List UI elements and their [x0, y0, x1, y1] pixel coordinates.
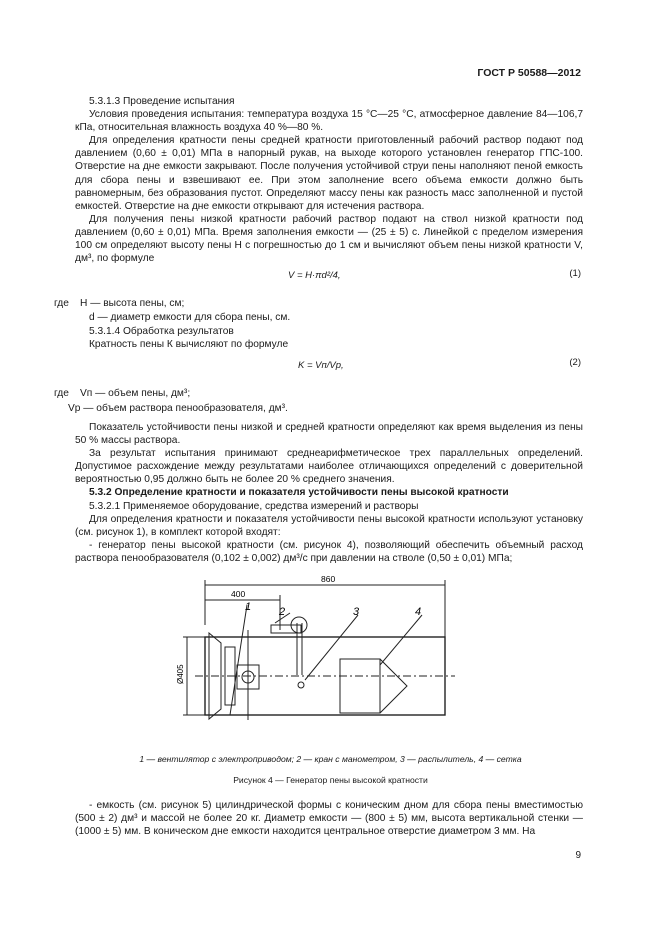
paragraph: Показатель устойчивости пены низкой и средней кратности определяют как время выделения из пены 50 % массы раствора.: [75, 422, 583, 447]
mesh-frame: [340, 659, 380, 713]
section-heading: 5.3.1.3 Проведение испытания: [89, 96, 235, 107]
where-label: где: [54, 298, 69, 309]
callout-4: 4: [415, 606, 422, 618]
callout-2: 2: [279, 606, 286, 618]
dimension-diameter: Ø405: [176, 664, 185, 684]
legend-vp: Vп — объем пены, дм³;: [80, 388, 191, 399]
paragraph: Для определения кратности пены средней кратности приготовленный рабочий раствор подают под давлением (0,60 ± 0,01) МПа в напорный рукав, на выходе которого установлен генератор ГПС-100. Отверстие на дне емкости закрывают. После получения устойчивой струи пены наполняют пеной емкость для сбора пены и взвешивают ее. При этом заполнение всего объема емкости должно быть равномерным, без образования пустот. Определяют массу пены как разность масс заполненной и пустой емкостей. Отверстие на дне емкости открывают для истечения раствора.: [75, 135, 583, 212]
formula-1-number: (1): [569, 268, 581, 279]
paragraph: - емкость (см. рисунок 5) цилиндрической формы с коническим дном для сбора пены вместимостью (500 ± 2) дм³ и массой не более 20 кг. Диаметр емкости — (800 ± 5) мм, высота вертикальной стенки — (1000 ± 5) мм. В коническом дне емкости находится центральное отверстие диаметром 3 мм. На: [75, 800, 583, 838]
sprayer: [298, 682, 304, 688]
formula-2-number: (2): [569, 357, 581, 368]
callout-3: 3: [353, 606, 360, 618]
section-5313: [75, 95, 583, 265]
figure-legend: 1 — вентилятор с электроприводом; 2 — кран с манометром, 3 — распылитель, 4 — сетка: [139, 754, 522, 764]
legend-d: d — диаметр емкости для сбора пены, см.: [89, 312, 291, 323]
section-heading: 5.3.1.4 Обработка результатов: [89, 326, 234, 337]
results-text: [75, 421, 583, 565]
paragraph: Для определения кратности и показателя устойчивости пены высокой кратности используют установку (см. рисунок 1), в комплект которой входят:: [75, 513, 583, 538]
legend-h: Н — высота пены, см;: [80, 298, 185, 309]
closing-text: [75, 799, 583, 838]
foam-generator-drawing: [175, 575, 465, 740]
page-number: 9: [575, 850, 581, 861]
mesh-cone: [380, 659, 407, 713]
formula-1: V = H·πd²/4,: [288, 270, 341, 281]
standard-header: ГОСТ Р 50588—2012: [477, 67, 581, 79]
section-5314: [75, 325, 583, 351]
paragraph: За результат испытания принимают среднеарифметическое трех параллельных определений. Допустимое расхождение между результатами наиболее отличающихся определений с доверительной вероятностью 0,95 должно быть не более 20 % среднего значения.: [75, 448, 583, 486]
figure-caption: Рисунок 4 — Генератор пены высокой кратности: [233, 775, 428, 785]
callout-1: 1: [245, 601, 252, 613]
dimension-part: 400: [231, 589, 246, 599]
section-heading: 5.3.2 Определение кратности и показателя устойчивости пены высокой кратности: [89, 487, 509, 499]
paragraph: - генератор пены высокой кратности (см. рисунок 4), позволяющий обеспечить объемный расход раствора пенообразователя (0,102 ± 0,002) дм³/с при давлении на стволе (0,50 ± 0,01) МПа;: [75, 539, 583, 564]
legend-vr: Vр — объем раствора пенообразователя, дм³.: [68, 403, 288, 414]
paragraph: Условия проведения испытания: температура воздуха 15 °С—25 °С, атмосферное давление 84—106,7 кПа, относительная влажность воздуха 40 %—80 %.: [75, 109, 583, 134]
dimension-total: 860: [321, 575, 336, 584]
where-label: где: [54, 388, 69, 399]
paragraph: Кратность пены К вычисляют по формуле: [89, 339, 289, 351]
formula-2: K = Vп/Vр,: [298, 360, 344, 371]
paragraph: Для получения пены низкой кратности рабочий раствор подают на ствол низкой кратности под давлением (0,60 ± 0,01) МПа. Время заполнения емкости — (25 ± 5) с. Линейкой с пределом измерения 100 см определяют высоту пены Н с погрешностью до 1 см и вычисляют объем пены низкой кратности V, дм³, по формуле: [75, 213, 583, 265]
subsection-heading: 5.3.2.1 Применяемое оборудование, средства измерений и растворы: [89, 500, 419, 512]
